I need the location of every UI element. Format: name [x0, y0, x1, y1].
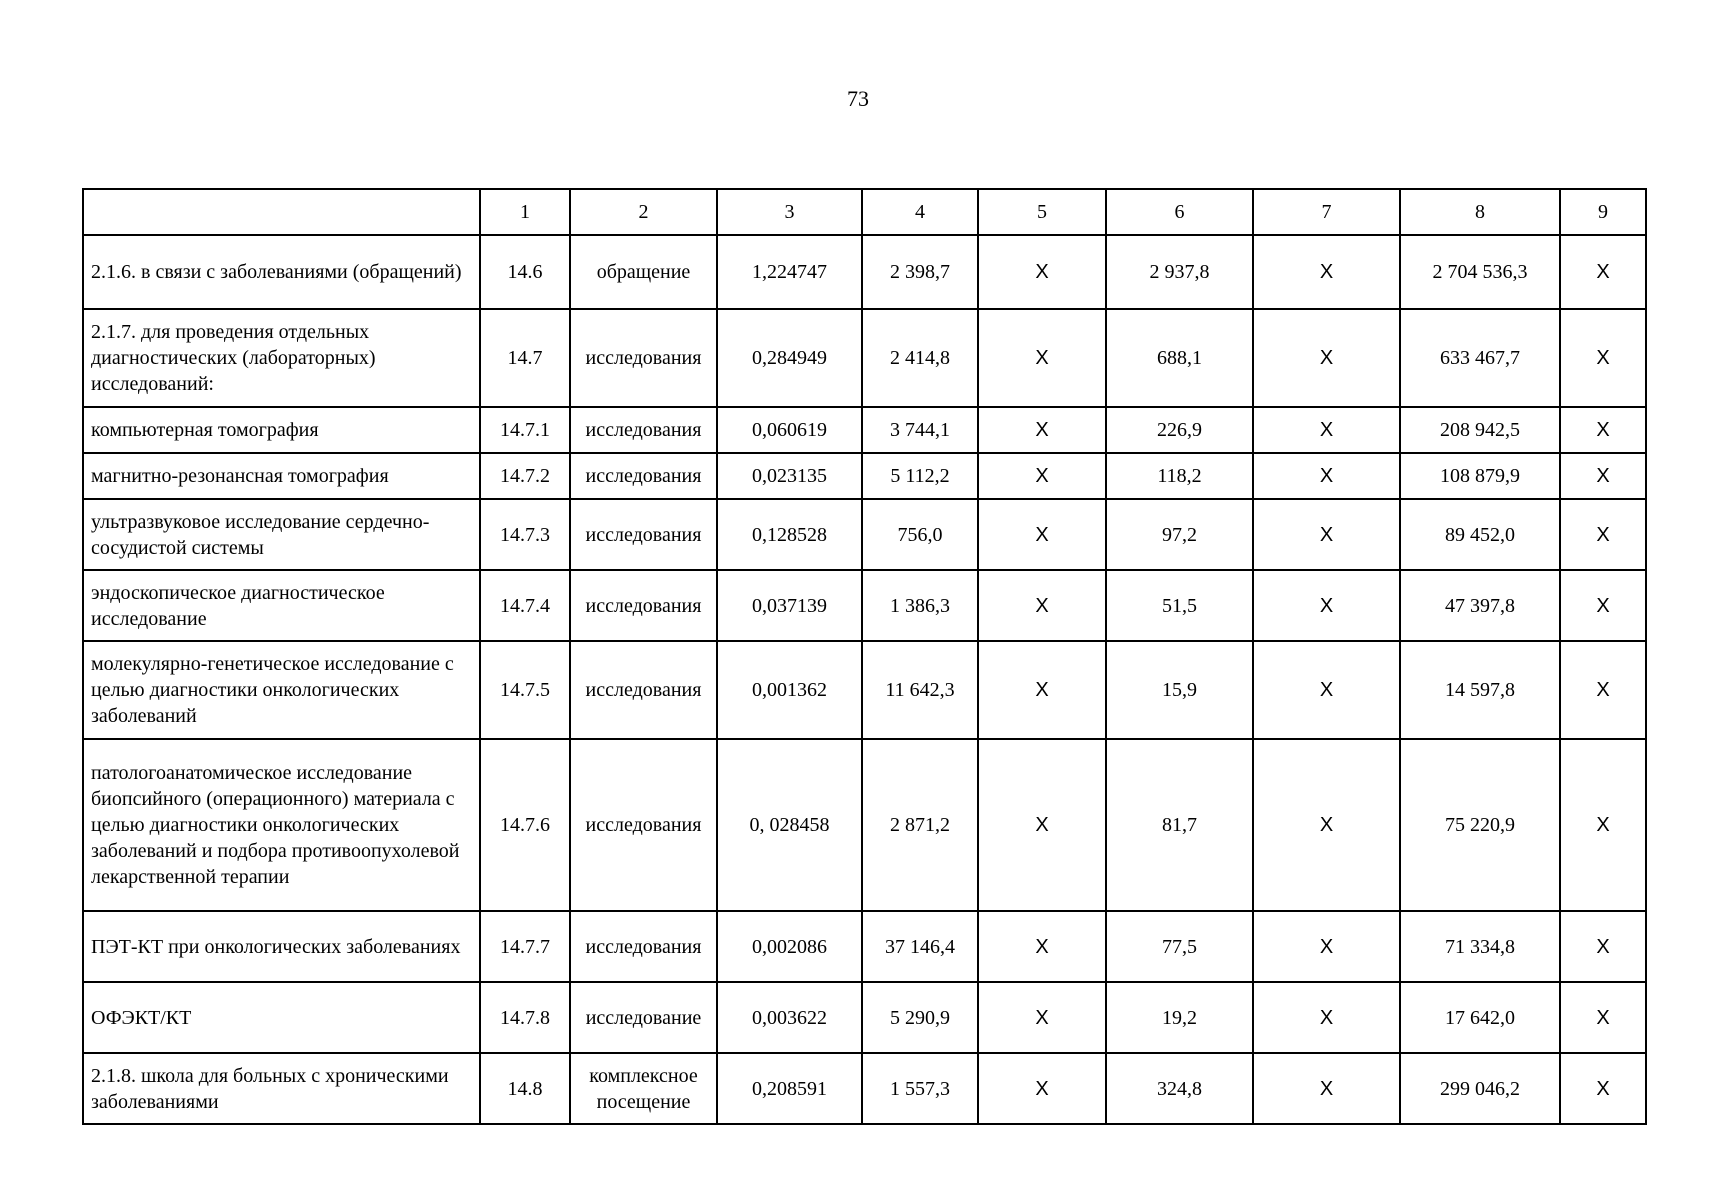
- code-cell: 14.7.1: [480, 407, 570, 453]
- col-8-value-cell: 89 452,0: [1400, 499, 1560, 570]
- code-cell: 14.7.7: [480, 911, 570, 982]
- col-6-value-cell: 97,2: [1106, 499, 1253, 570]
- col-5-mark-cell: X: [978, 739, 1106, 911]
- code-cell: 14.7: [480, 309, 570, 407]
- row-name-cell: эндоскопическое диагностическое исследование: [83, 570, 480, 641]
- data-table: [82, 188, 1647, 1125]
- col-6-value-cell: 118,2: [1106, 453, 1253, 499]
- unit-cell: исследования: [570, 309, 717, 407]
- col-3-value-cell: 0,001362: [717, 641, 862, 739]
- col-4-value-cell: 3 744,1: [862, 407, 978, 453]
- header-cell: 5: [978, 189, 1106, 235]
- col-6-value-cell: 2 937,8: [1106, 235, 1253, 309]
- row-name-cell: магнитно-резонансная томография: [83, 453, 480, 499]
- unit-cell: исследования: [570, 739, 717, 911]
- col-9-mark-cell: X: [1560, 982, 1646, 1053]
- col-8-value-cell: 299 046,2: [1400, 1053, 1560, 1124]
- col-3-value-cell: 0,037139: [717, 570, 862, 641]
- header-cell: [83, 189, 480, 235]
- col-4-value-cell: 5 112,2: [862, 453, 978, 499]
- col-9-mark-cell: X: [1560, 739, 1646, 911]
- row-name-cell: ПЭТ-КТ при онкологических заболеваниях: [83, 911, 480, 982]
- header-cell: 8: [1400, 189, 1560, 235]
- col-9-mark-cell: X: [1560, 309, 1646, 407]
- col-9-mark-cell: X: [1560, 641, 1646, 739]
- col-4-value-cell: 1 557,3: [862, 1053, 978, 1124]
- col-7-mark-cell: X: [1253, 407, 1400, 453]
- col-5-mark-cell: X: [978, 982, 1106, 1053]
- code-cell: 14.7.5: [480, 641, 570, 739]
- col-5-mark-cell: X: [978, 407, 1106, 453]
- code-cell: 14.8: [480, 1053, 570, 1124]
- header-cell: 3: [717, 189, 862, 235]
- table-row: [83, 982, 1646, 1053]
- code-cell: 14.7.2: [480, 453, 570, 499]
- col-6-value-cell: 51,5: [1106, 570, 1253, 641]
- col-9-mark-cell: X: [1560, 570, 1646, 641]
- row-name-cell: ультразвуковое исследование сердечно-сосудистой системы: [83, 499, 480, 570]
- table-row: [83, 309, 1646, 407]
- table-row: [83, 570, 1646, 641]
- col-8-value-cell: 108 879,9: [1400, 453, 1560, 499]
- col-7-mark-cell: X: [1253, 641, 1400, 739]
- col-3-value-cell: 0,208591: [717, 1053, 862, 1124]
- unit-cell: обращение: [570, 235, 717, 309]
- unit-cell: исследования: [570, 499, 717, 570]
- col-5-mark-cell: X: [978, 453, 1106, 499]
- table-row: [83, 235, 1646, 309]
- header-cell: 4: [862, 189, 978, 235]
- table-row: [83, 407, 1646, 453]
- col-4-value-cell: 1 386,3: [862, 570, 978, 641]
- col-7-mark-cell: X: [1253, 739, 1400, 911]
- header-cell: 2: [570, 189, 717, 235]
- code-cell: 14.7.4: [480, 570, 570, 641]
- col-7-mark-cell: X: [1253, 453, 1400, 499]
- col-7-mark-cell: X: [1253, 499, 1400, 570]
- col-4-value-cell: 5 290,9: [862, 982, 978, 1053]
- col-8-value-cell: 2 704 536,3: [1400, 235, 1560, 309]
- col-6-value-cell: 77,5: [1106, 911, 1253, 982]
- unit-cell: исследования: [570, 641, 717, 739]
- unit-cell: исследования: [570, 570, 717, 641]
- header-cell: 1: [480, 189, 570, 235]
- col-3-value-cell: 0,060619: [717, 407, 862, 453]
- col-7-mark-cell: X: [1253, 1053, 1400, 1124]
- header-cell: 7: [1253, 189, 1400, 235]
- row-name-cell: ОФЭКТ/КТ: [83, 982, 480, 1053]
- table-row: [83, 453, 1646, 499]
- col-8-value-cell: 71 334,8: [1400, 911, 1560, 982]
- col-7-mark-cell: X: [1253, 982, 1400, 1053]
- unit-cell: исследования: [570, 453, 717, 499]
- col-5-mark-cell: X: [978, 641, 1106, 739]
- col-6-value-cell: 19,2: [1106, 982, 1253, 1053]
- col-4-value-cell: 756,0: [862, 499, 978, 570]
- col-8-value-cell: 17 642,0: [1400, 982, 1560, 1053]
- col-3-value-cell: 0, 028458: [717, 739, 862, 911]
- col-8-value-cell: 47 397,8: [1400, 570, 1560, 641]
- col-6-value-cell: 688,1: [1106, 309, 1253, 407]
- col-3-value-cell: 0,002086: [717, 911, 862, 982]
- col-9-mark-cell: X: [1560, 1053, 1646, 1124]
- table-row: [83, 911, 1646, 982]
- col-6-value-cell: 15,9: [1106, 641, 1253, 739]
- row-name-cell: 2.1.6. в связи с заболеваниями (обращений): [83, 235, 480, 309]
- code-cell: 14.7.6: [480, 739, 570, 911]
- col-3-value-cell: 0,284949: [717, 309, 862, 407]
- header-cell: 6: [1106, 189, 1253, 235]
- row-name-cell: 2.1.8. школа для больных с хроническими заболеваниями: [83, 1053, 480, 1124]
- col-5-mark-cell: X: [978, 570, 1106, 641]
- col-7-mark-cell: X: [1253, 309, 1400, 407]
- col-7-mark-cell: X: [1253, 570, 1400, 641]
- col-4-value-cell: 2 398,7: [862, 235, 978, 309]
- page-number: 73: [847, 86, 869, 111]
- code-cell: 14.7.3: [480, 499, 570, 570]
- col-4-value-cell: 2 871,2: [862, 739, 978, 911]
- unit-cell: исследования: [570, 407, 717, 453]
- col-3-value-cell: 0,023135: [717, 453, 862, 499]
- col-4-value-cell: 37 146,4: [862, 911, 978, 982]
- col-9-mark-cell: X: [1560, 453, 1646, 499]
- col-4-value-cell: 2 414,8: [862, 309, 978, 407]
- col-9-mark-cell: X: [1560, 499, 1646, 570]
- code-cell: 14.7.8: [480, 982, 570, 1053]
- unit-cell: исследования: [570, 911, 717, 982]
- row-name-cell: патологоанатомическое исследование биопсийного (операционного) материала с целью диагностики онкологических заболеваний и подбора противоопухолевой лекарственной терапии: [83, 739, 480, 911]
- col-9-mark-cell: X: [1560, 911, 1646, 982]
- col-5-mark-cell: X: [978, 235, 1106, 309]
- table-header-row: [83, 189, 1646, 235]
- table-row: [83, 1053, 1646, 1124]
- col-5-mark-cell: X: [978, 911, 1106, 982]
- col-5-mark-cell: X: [978, 499, 1106, 570]
- col-9-mark-cell: X: [1560, 235, 1646, 309]
- header-cell: 9: [1560, 189, 1646, 235]
- col-6-value-cell: 324,8: [1106, 1053, 1253, 1124]
- table-row: [83, 641, 1646, 739]
- col-6-value-cell: 81,7: [1106, 739, 1253, 911]
- col-5-mark-cell: X: [978, 1053, 1106, 1124]
- col-8-value-cell: 14 597,8: [1400, 641, 1560, 739]
- row-name-cell: молекулярно-генетическое исследование с целью диагностики онкологических заболеваний: [83, 641, 480, 739]
- col-8-value-cell: 75 220,9: [1400, 739, 1560, 911]
- col-8-value-cell: 633 467,7: [1400, 309, 1560, 407]
- col-7-mark-cell: X: [1253, 911, 1400, 982]
- col-3-value-cell: 0,128528: [717, 499, 862, 570]
- unit-cell: комплексное посещение: [570, 1053, 717, 1124]
- table-row: [83, 499, 1646, 570]
- col-4-value-cell: 11 642,3: [862, 641, 978, 739]
- table-row: [83, 739, 1646, 911]
- unit-cell: исследование: [570, 982, 717, 1053]
- col-6-value-cell: 226,9: [1106, 407, 1253, 453]
- col-3-value-cell: 0,003622: [717, 982, 862, 1053]
- col-3-value-cell: 1,224747: [717, 235, 862, 309]
- row-name-cell: 2.1.7. для проведения отдельных диагностических (лабораторных) исследований:: [83, 309, 480, 407]
- code-cell: 14.6: [480, 235, 570, 309]
- col-8-value-cell: 208 942,5: [1400, 407, 1560, 453]
- col-5-mark-cell: X: [978, 309, 1106, 407]
- col-7-mark-cell: X: [1253, 235, 1400, 309]
- row-name-cell: компьютерная томография: [83, 407, 480, 453]
- col-9-mark-cell: X: [1560, 407, 1646, 453]
